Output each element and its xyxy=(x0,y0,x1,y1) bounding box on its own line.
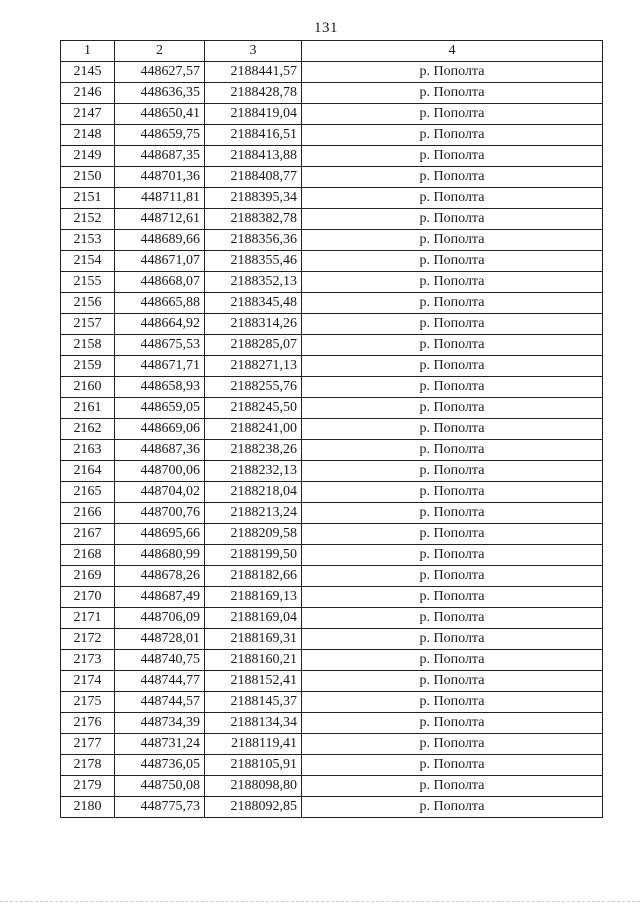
table-row xyxy=(61,503,603,524)
description-cell: р. Пополта xyxy=(302,566,603,587)
table-row xyxy=(61,797,603,818)
column-header-4: 4 xyxy=(302,41,603,62)
y-coordinate-cell: 2188271,13 xyxy=(205,356,302,377)
description-cell: р. Пополта xyxy=(302,692,603,713)
y-coordinate-cell: 2188355,46 xyxy=(205,251,302,272)
description-cell: р. Пополта xyxy=(302,461,603,482)
y-coordinate-cell: 2188241,00 xyxy=(205,419,302,440)
y-coordinate-cell: 2188213,24 xyxy=(205,503,302,524)
x-coordinate-cell: 448627,57 xyxy=(115,62,205,83)
table-row xyxy=(61,419,603,440)
y-coordinate-cell: 2188238,26 xyxy=(205,440,302,461)
table-row xyxy=(61,83,603,104)
description-cell: р. Пополта xyxy=(302,587,603,608)
point-number-cell: 2157 xyxy=(61,314,115,335)
x-coordinate-cell: 448712,61 xyxy=(115,209,205,230)
point-number-cell: 2161 xyxy=(61,398,115,419)
table-row xyxy=(61,650,603,671)
x-coordinate-cell: 448740,75 xyxy=(115,650,205,671)
point-number-cell: 2156 xyxy=(61,293,115,314)
point-number-cell: 2168 xyxy=(61,545,115,566)
x-coordinate-cell: 448750,08 xyxy=(115,776,205,797)
table-row xyxy=(61,587,603,608)
table-header xyxy=(61,41,603,62)
point-number-cell: 2170 xyxy=(61,587,115,608)
point-number-cell: 2153 xyxy=(61,230,115,251)
description-cell: р. Пополта xyxy=(302,545,603,566)
y-coordinate-cell: 2188218,04 xyxy=(205,482,302,503)
point-number-cell: 2179 xyxy=(61,776,115,797)
table-row xyxy=(61,734,603,755)
y-coordinate-cell: 2188408,77 xyxy=(205,167,302,188)
description-cell: р. Пополта xyxy=(302,734,603,755)
point-number-cell: 2163 xyxy=(61,440,115,461)
description-cell: р. Пополта xyxy=(302,314,603,335)
description-cell: р. Пополта xyxy=(302,776,603,797)
x-coordinate-cell: 448711,81 xyxy=(115,188,205,209)
point-number-cell: 2159 xyxy=(61,356,115,377)
table-row xyxy=(61,482,603,503)
description-cell: р. Пополта xyxy=(302,797,603,818)
table-row xyxy=(61,104,603,125)
table-row xyxy=(61,398,603,419)
x-coordinate-cell: 448689,66 xyxy=(115,230,205,251)
y-coordinate-cell: 2188419,04 xyxy=(205,104,302,125)
x-coordinate-cell: 448678,26 xyxy=(115,566,205,587)
x-coordinate-cell: 448728,01 xyxy=(115,629,205,650)
point-number-cell: 2165 xyxy=(61,482,115,503)
description-cell: р. Пополта xyxy=(302,125,603,146)
description-cell: р. Пополта xyxy=(302,356,603,377)
description-cell: р. Пополта xyxy=(302,251,603,272)
x-coordinate-cell: 448675,53 xyxy=(115,335,205,356)
table-row xyxy=(61,461,603,482)
x-coordinate-cell: 448744,77 xyxy=(115,671,205,692)
x-coordinate-cell: 448636,35 xyxy=(115,83,205,104)
point-number-cell: 2151 xyxy=(61,188,115,209)
y-coordinate-cell: 2188169,13 xyxy=(205,587,302,608)
y-coordinate-cell: 2188145,37 xyxy=(205,692,302,713)
description-cell: р. Пополта xyxy=(302,188,603,209)
x-coordinate-cell: 448665,88 xyxy=(115,293,205,314)
column-header-1: 1 xyxy=(61,41,115,62)
point-number-cell: 2169 xyxy=(61,566,115,587)
y-coordinate-cell: 2188395,34 xyxy=(205,188,302,209)
y-coordinate-cell: 2188345,48 xyxy=(205,293,302,314)
table-row xyxy=(61,566,603,587)
y-coordinate-cell: 2188182,66 xyxy=(205,566,302,587)
description-cell: р. Пополта xyxy=(302,650,603,671)
y-coordinate-cell: 2188134,34 xyxy=(205,713,302,734)
description-cell: р. Пополта xyxy=(302,713,603,734)
x-coordinate-cell: 448734,39 xyxy=(115,713,205,734)
y-coordinate-cell: 2188245,50 xyxy=(205,398,302,419)
point-number-cell: 2176 xyxy=(61,713,115,734)
x-coordinate-cell: 448744,57 xyxy=(115,692,205,713)
y-coordinate-cell: 2188209,58 xyxy=(205,524,302,545)
table-row xyxy=(61,167,603,188)
page-number: 131 xyxy=(314,20,338,36)
x-coordinate-cell: 448671,07 xyxy=(115,251,205,272)
point-number-cell: 2178 xyxy=(61,755,115,776)
point-number-cell: 2152 xyxy=(61,209,115,230)
y-coordinate-cell: 2188232,13 xyxy=(205,461,302,482)
point-number-cell: 2146 xyxy=(61,83,115,104)
table-row xyxy=(61,608,603,629)
coordinates-table xyxy=(60,40,603,818)
point-number-cell: 2167 xyxy=(61,524,115,545)
x-coordinate-cell: 448695,66 xyxy=(115,524,205,545)
description-cell: р. Пополта xyxy=(302,503,603,524)
point-number-cell: 2158 xyxy=(61,335,115,356)
point-number-cell: 2149 xyxy=(61,146,115,167)
y-coordinate-cell: 2188152,41 xyxy=(205,671,302,692)
x-coordinate-cell: 448706,09 xyxy=(115,608,205,629)
point-number-cell: 2155 xyxy=(61,272,115,293)
y-coordinate-cell: 2188441,57 xyxy=(205,62,302,83)
x-coordinate-cell: 448658,93 xyxy=(115,377,205,398)
table-row xyxy=(61,377,603,398)
x-coordinate-cell: 448664,92 xyxy=(115,314,205,335)
x-coordinate-cell: 448671,71 xyxy=(115,356,205,377)
description-cell: р. Пополта xyxy=(302,335,603,356)
column-header-3: 3 xyxy=(205,41,302,62)
description-cell: р. Пополта xyxy=(302,608,603,629)
x-coordinate-cell: 448704,02 xyxy=(115,482,205,503)
description-cell: р. Пополта xyxy=(302,272,603,293)
point-number-cell: 2171 xyxy=(61,608,115,629)
x-coordinate-cell: 448669,06 xyxy=(115,419,205,440)
description-cell: р. Пополта xyxy=(302,629,603,650)
description-cell: р. Пополта xyxy=(302,167,603,188)
y-coordinate-cell: 2188098,80 xyxy=(205,776,302,797)
y-coordinate-cell: 2188160,21 xyxy=(205,650,302,671)
table-row xyxy=(61,293,603,314)
description-cell: р. Пополта xyxy=(302,377,603,398)
x-coordinate-cell: 448775,73 xyxy=(115,797,205,818)
table-row xyxy=(61,188,603,209)
table-body xyxy=(61,62,603,818)
point-number-cell: 2147 xyxy=(61,104,115,125)
table-row xyxy=(61,671,603,692)
description-cell: р. Пополта xyxy=(302,482,603,503)
x-coordinate-cell: 448731,24 xyxy=(115,734,205,755)
description-cell: р. Пополта xyxy=(302,209,603,230)
y-coordinate-cell: 2188413,88 xyxy=(205,146,302,167)
point-number-cell: 2160 xyxy=(61,377,115,398)
table-row xyxy=(61,356,603,377)
footer-divider xyxy=(0,901,640,903)
y-coordinate-cell: 2188356,36 xyxy=(205,230,302,251)
x-coordinate-cell: 448736,05 xyxy=(115,755,205,776)
table-row xyxy=(61,209,603,230)
y-coordinate-cell: 2188416,51 xyxy=(205,125,302,146)
point-number-cell: 2173 xyxy=(61,650,115,671)
column-header-2: 2 xyxy=(115,41,205,62)
y-coordinate-cell: 2188199,50 xyxy=(205,545,302,566)
description-cell: р. Пополта xyxy=(302,146,603,167)
y-coordinate-cell: 2188169,04 xyxy=(205,608,302,629)
point-number-cell: 2148 xyxy=(61,125,115,146)
x-coordinate-cell: 448687,49 xyxy=(115,587,205,608)
table-row xyxy=(61,776,603,797)
point-number-cell: 2174 xyxy=(61,671,115,692)
x-coordinate-cell: 448650,41 xyxy=(115,104,205,125)
y-coordinate-cell: 2188285,07 xyxy=(205,335,302,356)
x-coordinate-cell: 448700,76 xyxy=(115,503,205,524)
point-number-cell: 2177 xyxy=(61,734,115,755)
table-row xyxy=(61,713,603,734)
x-coordinate-cell: 448668,07 xyxy=(115,272,205,293)
header-row xyxy=(61,41,603,62)
description-cell: р. Пополта xyxy=(302,671,603,692)
point-number-cell: 2154 xyxy=(61,251,115,272)
table-row xyxy=(61,755,603,776)
point-number-cell: 2162 xyxy=(61,419,115,440)
point-number-cell: 2175 xyxy=(61,692,115,713)
description-cell: р. Пополта xyxy=(302,104,603,125)
description-cell: р. Пополта xyxy=(302,524,603,545)
description-cell: р. Пополта xyxy=(302,293,603,314)
table-row xyxy=(61,545,603,566)
table-row xyxy=(61,692,603,713)
x-coordinate-cell: 448701,36 xyxy=(115,167,205,188)
point-number-cell: 2164 xyxy=(61,461,115,482)
description-cell: р. Пополта xyxy=(302,398,603,419)
table-row xyxy=(61,629,603,650)
x-coordinate-cell: 448659,75 xyxy=(115,125,205,146)
table-row xyxy=(61,440,603,461)
table-row xyxy=(61,251,603,272)
y-coordinate-cell: 2188428,78 xyxy=(205,83,302,104)
y-coordinate-cell: 2188092,85 xyxy=(205,797,302,818)
table-row xyxy=(61,230,603,251)
y-coordinate-cell: 2188119,41 xyxy=(205,734,302,755)
description-cell: р. Пополта xyxy=(302,419,603,440)
table-row xyxy=(61,314,603,335)
description-cell: р. Пополта xyxy=(302,62,603,83)
table-row xyxy=(61,125,603,146)
table-row xyxy=(61,272,603,293)
description-cell: р. Пополта xyxy=(302,440,603,461)
table-row xyxy=(61,335,603,356)
y-coordinate-cell: 2188314,26 xyxy=(205,314,302,335)
point-number-cell: 2172 xyxy=(61,629,115,650)
y-coordinate-cell: 2188105,91 xyxy=(205,755,302,776)
point-number-cell: 2166 xyxy=(61,503,115,524)
x-coordinate-cell: 448680,99 xyxy=(115,545,205,566)
y-coordinate-cell: 2188169,31 xyxy=(205,629,302,650)
point-number-cell: 2180 xyxy=(61,797,115,818)
table-row xyxy=(61,524,603,545)
table-row xyxy=(61,62,603,83)
x-coordinate-cell: 448700,06 xyxy=(115,461,205,482)
x-coordinate-cell: 448687,36 xyxy=(115,440,205,461)
point-number-cell: 2150 xyxy=(61,167,115,188)
y-coordinate-cell: 2188352,13 xyxy=(205,272,302,293)
description-cell: р. Пополта xyxy=(302,230,603,251)
y-coordinate-cell: 2188255,76 xyxy=(205,377,302,398)
y-coordinate-cell: 2188382,78 xyxy=(205,209,302,230)
x-coordinate-cell: 448659,05 xyxy=(115,398,205,419)
description-cell: р. Пополта xyxy=(302,83,603,104)
point-number-cell: 2145 xyxy=(61,62,115,83)
table-row xyxy=(61,146,603,167)
x-coordinate-cell: 448687,35 xyxy=(115,146,205,167)
description-cell: р. Пополта xyxy=(302,755,603,776)
